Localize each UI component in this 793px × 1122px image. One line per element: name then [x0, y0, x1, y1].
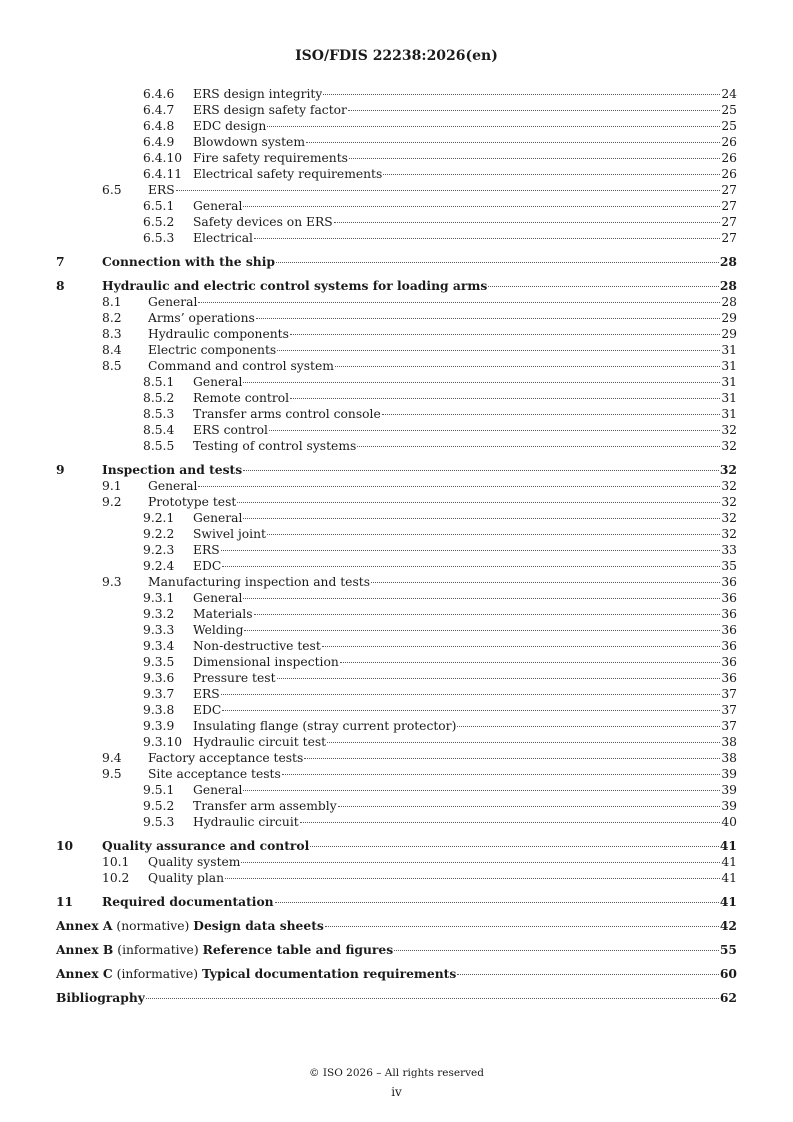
toc-entry-title: Pressure test [193, 671, 276, 685]
toc-entry-title: General [193, 375, 243, 389]
toc-entry-title: Hydraulic components [148, 327, 289, 341]
toc-entry[interactable] [56, 134, 737, 150]
toc-entry-dot-leader [237, 502, 720, 503]
page-number: iv [391, 1085, 402, 1099]
toc-entry[interactable] [56, 942, 737, 958]
toc-entry-page: 31 [721, 391, 737, 405]
toc-entry-page: 37 [721, 719, 737, 733]
toc-entry-annex-kind: (informative) [117, 943, 199, 957]
toc-entry-page: 28 [721, 295, 737, 309]
toc-entry-title: Fire safety requirements [193, 151, 348, 165]
toc-entry-number: 9.3.10 [143, 735, 183, 749]
toc-entry[interactable] [56, 870, 737, 886]
toc-entry-number: 9.3 [102, 575, 122, 589]
toc-entry-title: ERS [148, 183, 175, 197]
toc-entry-title: ERS [193, 543, 220, 557]
toc-entry-title: General [193, 591, 243, 605]
toc-entry-dot-leader [300, 822, 721, 823]
toc-entry-number: 7 [56, 254, 65, 269]
toc-entry-title: Command and control system [148, 359, 334, 373]
toc-entry-page: 42 [719, 918, 737, 933]
toc-entry-dot-leader [243, 470, 719, 471]
toc-entry-title: Quality plan [148, 871, 225, 885]
toc-entry[interactable] [56, 478, 737, 494]
toc-entry-dot-leader [322, 646, 721, 647]
toc-entry-dot-leader [277, 350, 720, 351]
toc-entry[interactable] [56, 766, 737, 782]
toc-entry-page: 32 [721, 527, 737, 541]
toc-entry[interactable] [56, 654, 737, 670]
toc-entry-number: 8.3 [102, 327, 122, 341]
toc-entry[interactable] [56, 102, 737, 118]
toc-entry-dot-leader [338, 806, 721, 807]
toc-entry[interactable] [56, 294, 737, 310]
toc-entry-title: Remote control [193, 391, 290, 405]
toc-entry-title: EDC [193, 703, 222, 717]
toc-entry-page: 36 [721, 639, 737, 653]
toc-entry-dot-leader [306, 142, 720, 143]
toc-entry-page: 62 [719, 990, 737, 1005]
toc-entry-title: Manufacturing inspection and tests [148, 575, 371, 589]
toc-entry-page: 41 [721, 871, 737, 885]
toc-entry-title: ERS [193, 687, 220, 701]
toc-entry[interactable] [56, 838, 737, 854]
toc-entry-dot-leader [221, 550, 721, 551]
toc-entry-number: 9.5 [102, 767, 122, 781]
toc-entry-title: Reference table and figures [202, 942, 394, 957]
toc-entry-number: 10 [56, 838, 74, 853]
toc-entry-dot-leader [457, 726, 720, 727]
toc-entry[interactable] [56, 342, 737, 358]
toc-entry-number: 9.4 [102, 751, 122, 765]
toc-entry-number: 8.1 [102, 295, 122, 309]
toc-entry[interactable] [56, 150, 737, 166]
toc-entry-title: General [148, 479, 198, 493]
toc-entry-page: 36 [721, 671, 737, 685]
toc-entry-dot-leader [198, 486, 720, 487]
toc-entry-page: 32 [721, 423, 737, 437]
toc-entry-page: 26 [721, 135, 737, 149]
toc-entry-page: 27 [721, 183, 737, 197]
toc-entry-page: 39 [721, 799, 737, 813]
toc-entry-page: 39 [721, 783, 737, 797]
toc-entry[interactable] [56, 814, 737, 830]
toc-entry[interactable] [56, 358, 737, 374]
toc-entry-page: 28 [719, 254, 737, 269]
toc-entry-number: 9.5.3 [143, 815, 175, 829]
toc-entry-dot-leader [327, 742, 720, 743]
toc-entry[interactable] [56, 542, 737, 558]
toc-entry-title: Design data sheets [193, 918, 324, 933]
toc-entry-dot-leader [357, 446, 720, 447]
toc-entry[interactable] [56, 918, 737, 934]
document-header: ISO/FDIS 22238:2026(en) [295, 48, 498, 64]
toc-entry-title: General [193, 199, 243, 213]
toc-entry-dot-leader [243, 206, 720, 207]
toc-entry-dot-leader [222, 566, 720, 567]
toc-entry-number: 9.3.1 [143, 591, 175, 605]
toc-entry-title: Materials [193, 607, 253, 621]
toc-entry-page: 27 [721, 215, 737, 229]
toc-entry-dot-leader [241, 862, 720, 863]
toc-entry-number: 6.4.8 [143, 119, 175, 133]
toc-entry-number: 11 [56, 894, 74, 909]
toc-entry[interactable] [56, 590, 737, 606]
toc-entry-title: Arms’ operations [148, 311, 255, 325]
toc-entry-page: 41 [719, 894, 737, 909]
toc-entry-number: 8.5 [102, 359, 122, 373]
toc-entry-title: Electric components [148, 343, 277, 357]
toc-entry[interactable] [56, 166, 737, 182]
toc-entry[interactable] [56, 390, 737, 406]
toc-entry[interactable] [56, 894, 737, 910]
toc-entry[interactable] [56, 326, 737, 342]
table-of-contents [56, 86, 737, 1006]
toc-entry-page: 38 [721, 735, 737, 749]
toc-entry-number: 9 [56, 462, 65, 477]
toc-entry-page: 28 [719, 278, 737, 293]
toc-entry-number: 6.5.3 [143, 231, 175, 245]
toc-entry-dot-leader [290, 334, 720, 335]
toc-entry[interactable] [56, 750, 737, 766]
toc-entry-dot-leader [198, 302, 720, 303]
toc-entry-dot-leader [243, 382, 720, 383]
toc-entry-dot-leader [334, 222, 721, 223]
toc-entry[interactable] [56, 718, 737, 734]
toc-entry-number: 8.4 [102, 343, 122, 357]
toc-entry-number: 8.5.5 [143, 439, 175, 453]
toc-entry-title: Inspection and tests [102, 462, 243, 477]
toc-entry[interactable] [56, 310, 737, 326]
toc-entry-page: 32 [721, 511, 737, 525]
toc-entry[interactable] [56, 782, 737, 798]
toc-entry-page: 27 [721, 199, 737, 213]
toc-entry-page: 32 [721, 439, 737, 453]
toc-entry-dot-leader [276, 262, 719, 263]
toc-entry-annex-label: Annex C [56, 966, 113, 981]
toc-entry-number: 9.3.4 [143, 639, 175, 653]
toc-entry-page: 55 [719, 942, 737, 957]
toc-entry-number: 8.5.4 [143, 423, 175, 437]
toc-entry-dot-leader [457, 974, 719, 975]
toc-entry-title: Hydraulic and electric control systems for loading arms [102, 278, 488, 293]
toc-entry-dot-leader [323, 94, 720, 95]
toc-entry-dot-leader [254, 238, 720, 239]
toc-entry-title: Quality assurance and control [102, 838, 310, 853]
toc-entry-dot-leader [290, 398, 720, 399]
toc-entry-page: 33 [721, 543, 737, 557]
toc-entry[interactable] [56, 214, 737, 230]
toc-entry-number: 9.3.5 [143, 655, 175, 669]
toc-entry-title: Electrical safety requirements [193, 167, 383, 181]
toc-entry-number: 6.4.9 [143, 135, 175, 149]
toc-entry[interactable] [56, 86, 737, 102]
toc-entry[interactable] [56, 406, 737, 422]
toc-entry-dot-leader [176, 190, 721, 191]
toc-entry-title: EDC design [193, 119, 267, 133]
toc-entry-dot-leader [225, 878, 720, 879]
toc-entry-dot-leader [310, 846, 719, 847]
toc-entry-dot-leader [382, 414, 721, 415]
toc-entry-dot-leader [371, 582, 720, 583]
toc-entry-number: 9.5.1 [143, 783, 175, 797]
toc-entry-dot-leader [269, 430, 720, 431]
toc-entry-page: 36 [721, 623, 737, 637]
toc-entry-dot-leader [222, 710, 720, 711]
toc-entry-page: 41 [719, 838, 737, 853]
toc-entry-dot-leader [254, 614, 721, 615]
toc-entry-number: 8.5.3 [143, 407, 175, 421]
toc-entry-title: Required documentation [102, 894, 274, 909]
toc-entry-number: 8.5.1 [143, 375, 175, 389]
toc-entry-dot-leader [267, 534, 720, 535]
toc-entry-dot-leader [256, 318, 721, 319]
toc-entry-page: 31 [721, 375, 737, 389]
toc-entry-annex-kind: (informative) [116, 967, 199, 981]
toc-entry-title: ERS design safety factor [193, 103, 347, 117]
toc-entry-title: Hydraulic circuit test [193, 735, 327, 749]
toc-entry-title: Prototype test [148, 495, 237, 509]
toc-entry[interactable] [56, 686, 737, 702]
toc-entry-number: 9.2.2 [143, 527, 175, 541]
toc-entry[interactable] [56, 606, 737, 622]
toc-entry-number: 6.5 [102, 183, 122, 197]
toc-entry-number: 6.5.1 [143, 199, 175, 213]
toc-entry-page: 37 [721, 687, 737, 701]
toc-entry-page: 40 [721, 815, 737, 829]
toc-entry[interactable] [56, 182, 737, 198]
toc-entry[interactable] [56, 638, 737, 654]
toc-entry-page: 31 [721, 343, 737, 357]
toc-entry-number: 8 [56, 278, 65, 293]
toc-entry-page: 31 [721, 359, 737, 373]
toc-entry-dot-leader [325, 926, 719, 927]
toc-entry-page: 35 [721, 559, 737, 573]
toc-entry-dot-leader [282, 774, 721, 775]
toc-entry-title: Insulating flange (stray current protector) [193, 719, 457, 733]
toc-entry-dot-leader [394, 950, 719, 951]
toc-entry-dot-leader [243, 790, 720, 791]
toc-entry[interactable] [56, 462, 737, 478]
toc-entry-title: Welding [193, 623, 244, 637]
toc-entry-page: 36 [721, 575, 737, 589]
toc-entry-number: 9.3.7 [143, 687, 175, 701]
toc-entry-page: 27 [721, 231, 737, 245]
toc-entry-page: 38 [721, 751, 737, 765]
toc-entry-title: Transfer arms control console [193, 407, 381, 421]
toc-entry[interactable] [56, 254, 737, 270]
toc-entry[interactable] [56, 734, 737, 750]
toc-entry-dot-leader [244, 630, 720, 631]
toc-entry[interactable] [56, 702, 737, 718]
toc-entry-dot-leader [304, 758, 720, 759]
toc-entry-title: EDC [193, 559, 222, 573]
toc-entry-page: 26 [721, 167, 737, 181]
toc-entry[interactable] [56, 558, 737, 574]
toc-entry-number: 9.3.8 [143, 703, 175, 717]
toc-entry-dot-leader [340, 662, 721, 663]
toc-entry-title: Site acceptance tests [148, 767, 281, 781]
toc-entry-title: Blowdown system [193, 135, 305, 149]
toc-entry-page: 32 [721, 479, 737, 493]
toc-entry-title: Dimensional inspection [193, 655, 339, 669]
toc-entry-title: Testing of control systems [193, 439, 357, 453]
toc-entry-number: 9.3.9 [143, 719, 175, 733]
toc-entry-title: Factory acceptance tests [148, 751, 304, 765]
toc-entry-number: 6.4.10 [143, 151, 183, 165]
toc-entry-title: Hydraulic circuit [193, 815, 299, 829]
toc-entry-page: 36 [721, 607, 737, 621]
toc-entry[interactable] [56, 198, 737, 214]
toc-entry-page: 26 [721, 151, 737, 165]
toc-entry[interactable] [56, 622, 737, 638]
toc-entry-number: 10.1 [102, 855, 130, 869]
toc-entry-number: 6.4.6 [143, 87, 175, 101]
toc-entry-page: 37 [721, 703, 737, 717]
toc-entry-title: Bibliography [56, 990, 145, 1005]
toc-entry-title: ERS control [193, 423, 268, 437]
toc-entry[interactable] [56, 374, 737, 390]
toc-entry-title: Transfer arm assembly [193, 799, 337, 813]
copyright-notice: © ISO 2026 – All rights reserved [309, 1067, 484, 1079]
toc-entry-number: 9.2.1 [143, 511, 175, 525]
toc-entry-number: 8.5.2 [143, 391, 175, 405]
toc-entry-number: 8.2 [102, 311, 122, 325]
toc-entry[interactable] [56, 438, 737, 454]
toc-entry-title: Quality system [148, 855, 241, 869]
toc-entry-title: Swivel joint [193, 527, 266, 541]
toc-entry-number: 9.3.6 [143, 671, 175, 685]
toc-entry-dot-leader [335, 366, 720, 367]
toc-entry-number: 9.3.3 [143, 623, 175, 637]
toc-entry-number: 9.2.3 [143, 543, 175, 557]
toc-entry-page: 29 [721, 327, 737, 341]
toc-entry-dot-leader [267, 126, 720, 127]
toc-entry-dot-leader [146, 998, 719, 999]
toc-entry-number: 9.3.2 [143, 607, 175, 621]
toc-entry-dot-leader [275, 902, 719, 903]
toc-entry-title: Typical documentation requirements [202, 966, 457, 981]
toc-entry-dot-leader [277, 678, 721, 679]
toc-entry-title: General [193, 511, 243, 525]
toc-entry-page: 25 [721, 119, 737, 133]
toc-entry-dot-leader [221, 694, 721, 695]
toc-entry-annex-label: Annex A [56, 918, 113, 933]
toc-entry-number: 9.2.4 [143, 559, 175, 573]
toc-entry-annex-label: Annex B [56, 942, 114, 957]
toc-entry-page: 36 [721, 591, 737, 605]
toc-entry[interactable] [56, 510, 737, 526]
toc-entry[interactable] [56, 494, 737, 510]
toc-entry[interactable] [56, 422, 737, 438]
toc-entry-dot-leader [383, 174, 720, 175]
toc-entry[interactable] [56, 854, 737, 870]
toc-entry-number: 9.5.2 [143, 799, 175, 813]
toc-entry-number: 6.4.11 [143, 167, 183, 181]
toc-entry-page: 39 [721, 767, 737, 781]
toc-entry-page: 25 [721, 103, 737, 117]
toc-entry-page: 36 [721, 655, 737, 669]
toc-entry-number: 6.4.7 [143, 103, 175, 117]
toc-entry[interactable] [56, 118, 737, 134]
toc-entry-number: 6.5.2 [143, 215, 175, 229]
toc-entry-dot-leader [349, 158, 720, 159]
toc-entry-title: ERS design integrity [193, 87, 323, 101]
toc-entry[interactable] [56, 670, 737, 686]
toc-entry[interactable] [56, 526, 737, 542]
toc-entry-page: 29 [721, 311, 737, 325]
toc-entry[interactable] [56, 230, 737, 246]
toc-entry-page: 32 [719, 462, 737, 477]
toc-entry-number: 10.2 [102, 871, 130, 885]
toc-entry[interactable] [56, 966, 737, 982]
toc-entry-page: 24 [721, 87, 737, 101]
toc-entry-page: 60 [719, 966, 737, 981]
toc-entry-title: Electrical [193, 231, 253, 245]
toc-entry[interactable] [56, 574, 737, 590]
toc-entry-title: Non-destructive test [193, 639, 321, 653]
toc-entry-annex-kind: (normative) [116, 919, 190, 933]
toc-entry-page: 31 [721, 407, 737, 421]
toc-entry-page: 41 [721, 855, 737, 869]
toc-entry-dot-leader [348, 110, 720, 111]
toc-entry-number: 9.2 [102, 495, 122, 509]
toc-entry-dot-leader [243, 598, 720, 599]
toc-entry-dot-leader [243, 518, 720, 519]
toc-entry-title: Safety devices on ERS [193, 215, 333, 229]
toc-entry[interactable] [56, 278, 737, 294]
toc-entry-page: 32 [721, 495, 737, 509]
toc-entry[interactable] [56, 798, 737, 814]
toc-entry-number: 9.1 [102, 479, 122, 493]
toc-entry-title: General [148, 295, 198, 309]
toc-entry-title: General [193, 783, 243, 797]
toc-entry-dot-leader [488, 286, 719, 287]
toc-entry[interactable] [56, 990, 737, 1006]
toc-entry-title: Connection with the ship [102, 254, 275, 269]
